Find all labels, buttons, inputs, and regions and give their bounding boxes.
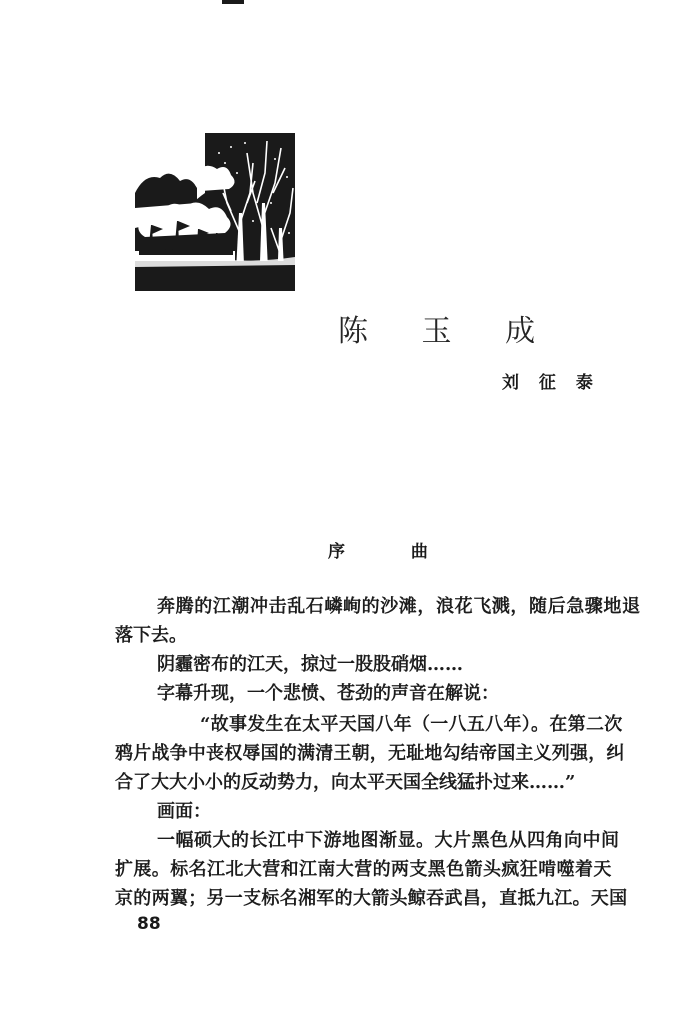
scan-mark	[222, 0, 244, 4]
text-line: 一幅硕大的长江中下游地图渐显。大片黑色从四角向中间	[157, 830, 620, 851]
text-line: 字幕升现，一个悲愤、苍劲的声音在解说：	[157, 683, 499, 704]
woodcut-army-and-trees-icon	[135, 133, 295, 291]
author-name: 刘 征 泰	[502, 373, 600, 393]
text-line: 扩展。标名江北大营和江南大营的两支黑色箭头疯狂啃噬着天	[115, 859, 612, 880]
text-line: 落下去。	[115, 625, 187, 646]
text-line: 合了大大小小的反动势力，向太平天国全线猛扑过来……”	[115, 772, 576, 793]
section-heading: 序 曲	[328, 542, 458, 562]
text-line: 画面：	[157, 801, 211, 822]
page-number: 88	[137, 914, 161, 934]
article-title: 陈 玉 成	[338, 314, 558, 349]
text-line: 京的两翼；另一支标名湘军的大箭头鲸吞武昌，直抵九江。天国	[115, 888, 628, 909]
text-line: 阴霾密布的江天，掠过一股股硝烟……	[157, 654, 463, 675]
text-line: “故事发生在太平天国八年（一八五八年）。在第二次	[200, 714, 623, 735]
text-line: 奔腾的江潮冲击乱石嶙峋的沙滩，浪花飞溅，随后急骤地退	[157, 596, 641, 617]
text-line: 鸦片战争中丧权辱国的满清王朝，无耻地勾结帝国主义列强，纠	[115, 743, 625, 764]
